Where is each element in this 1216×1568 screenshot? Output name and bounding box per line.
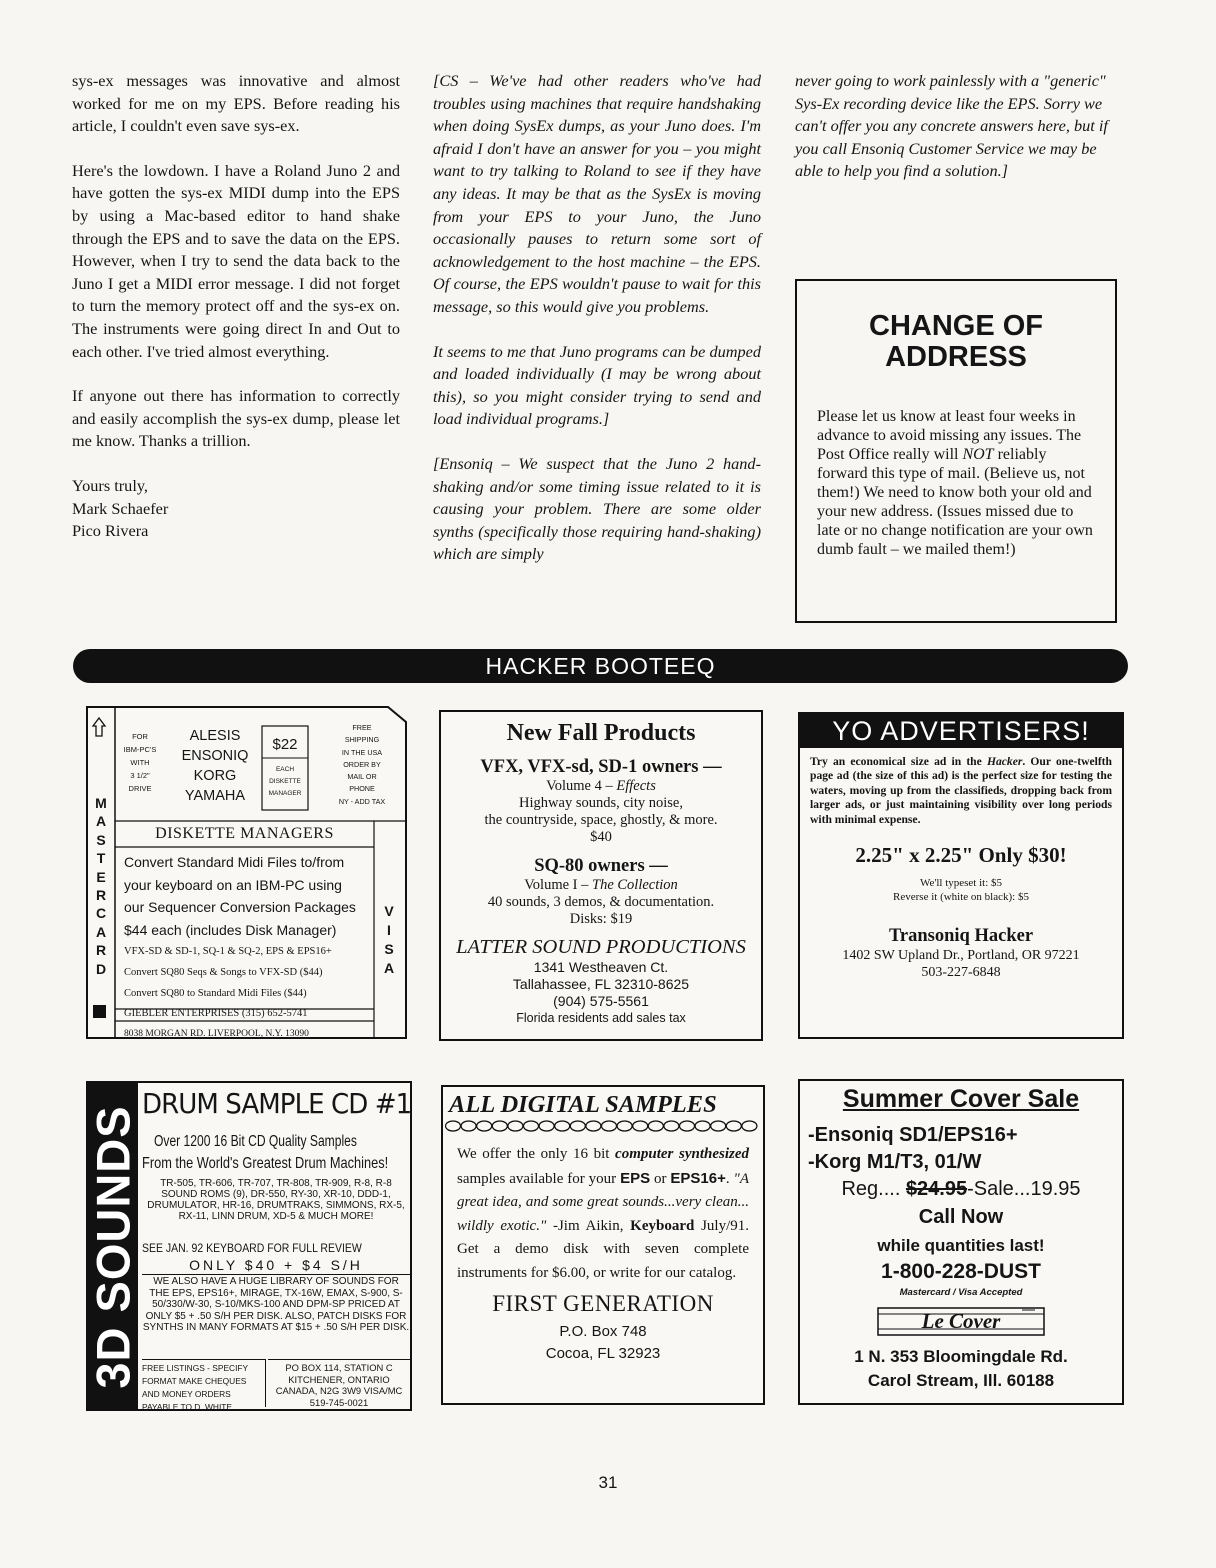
chain-link [711, 1121, 726, 1131]
brand-list: ALESIS ENSONIQ KORG YAMAHA [181, 728, 249, 804]
summer-while: while quantities last! [877, 1236, 1045, 1255]
letter-paragraph: If anyone out there has information to correctly and easily accomplish the sys-ex dump, please let me know. Thanks a trillion. [72, 386, 400, 451]
square-bullet-icon [93, 1005, 106, 1018]
chain-link [586, 1121, 601, 1131]
letter-paragraph: Here's the lowdown. I have a Roland Juno 2 and have gotten the sys-ex MIDI dump into the EPS by using a Mac-based editor to hand shake through the EPS and to save the data on the EPS. However, when I try to send the data back to the Juno I get a MIDI error message. I did not forget to turn the memory protect off and the sys-ex on. The instruments were going direct In and Out to each other. I've tried almost everything. [72, 160, 400, 361]
3d-sounds-side-bar [88, 1083, 138, 1409]
hacker-booteeq-banner: HACKER BOOTEEQ [73, 649, 1128, 683]
chain-link [492, 1121, 507, 1131]
yo-body: Try an economical size ad in the Hacker. Our one-twelfth page ad (the size of this ad) is the perfect size for testing the waters, moving up from the classifieds, dropping back from larger ads, or just maintaining visibility over long periods with minimal expense. [810, 755, 1112, 826]
letter-column [72, 70, 400, 543]
summer-line-1: -Ensoniq SD1/EPS16+ [808, 1124, 1018, 1146]
latter-address-2: Tallahassee, FL 32310-8625 [512, 976, 690, 992]
yo-typeset: We'll typeset it: $5 [919, 877, 1003, 890]
change-of-address-title: CHANGE OF ADDRESS [869, 310, 1043, 373]
yo-offer: 2.25" x 2.25" Only $30! [855, 843, 1067, 868]
chain-link [539, 1121, 554, 1131]
summer-phone: 1-800-228-DUST [881, 1260, 1041, 1283]
summer-call-now: Call Now [918, 1206, 1004, 1228]
chain-link [570, 1121, 585, 1131]
3d-sounds-vertical-text: 3D SOUNDS [86, 1105, 140, 1389]
letter-city: Pico Rivera [72, 521, 149, 541]
chain-link [633, 1121, 648, 1131]
chain-link [461, 1121, 476, 1131]
drum-free-listings: FREE LISTINGS - SPECIFY FORMAT MAKE CHEQUES AND MONEY ORDERS PAYABLE TO D. WHITE [142, 1359, 266, 1407]
yo-advertisers-title: YO ADVERTISERS! [800, 714, 1122, 748]
latter-tax-note: Florida residents add sales tax [516, 1011, 686, 1025]
reply-paragraph: It seems to me that Juno programs can be dumped and loaded individually (I may be wrong about this), so you might consider trying to send and load individual programs.] [433, 341, 761, 429]
for-ibm-text: FOR IBM-PC'S WITH 3 1/2" DRIVE [123, 732, 157, 793]
all-digital-title: ALL DIGITAL SAMPLES [449, 1091, 717, 1118]
chain-link [726, 1121, 741, 1131]
chain-divider [445, 1119, 763, 1133]
all-digital-samples-ad [441, 1085, 765, 1405]
drum-price: ONLY $40 + $4 S/H [142, 1257, 410, 1275]
chain-link [617, 1121, 632, 1131]
sq80-price: Disks: $19 [569, 911, 633, 927]
chain-link [477, 1121, 492, 1131]
chain-link [680, 1121, 695, 1131]
all-digital-body: We offer the only 16 bit computer synthesized samples available for your EPS or EPS16+. "A great idea, and some great sounds...very clean... wildly exotic." -Jim Aikin, Keyboard July/91. Get a demo disk with seven complete instruments for $6.00, or write for our catalog. [457, 1146, 749, 1281]
reply-paragraph: [CS – We've had other readers who've had troubles using machines that require handshaking when doing SysEx dumps, as your Juno does. I'm afraid I don't have an answer for you – you might want to try talking to Roland to see if they have any ideas. It may be that as the SysEx is moving from your EPS to your Juno, the Juno occasionally pauses to return some sort of acknowledgement to the host machine – the EPS. Of course, the EPS wouldn't pause to wait for this message, so this would give you problems. [433, 71, 761, 316]
change-of-address-body: Please let us know at least four weeks in advance to avoid missing any issues. The Post Office really will NOT reliably forward this type of mail. (Believe us, not them!) We need to know both your old and your new address. (Issues missed due to late or no change notification are your own dumb fault – we mailed them!) [817, 408, 1093, 558]
summer-cover-sale-ad [798, 1079, 1124, 1405]
drum-sample-cd-ad [86, 1081, 412, 1411]
letter-author: Mark Schaefer [72, 498, 169, 518]
diskette-managers-heading: DISKETTE MANAGERS [155, 825, 334, 842]
vertical-mastercard: M A S T E R C A R D [95, 795, 107, 977]
vfx-desc-2: the countryside, space, ghostly, & more. [484, 812, 718, 828]
chain-link [695, 1121, 710, 1131]
drum-cd-title: DRUM SAMPLE CD #1 [142, 1087, 412, 1120]
drum-address: PO BOX 114, STATION C KITCHENER, ONTARIO CANADA, N2G 3W9 VISA/MC 519-745-0021 [268, 1359, 410, 1409]
diskette-managers-lines: Convert Standard Midi Files to/from your keyboard on an IBM-PC using our Sequencer Conversion Packages $44 each (includes Disk Manager) VFX-SD & SD-1, SQ-1 & SQ-2, EPS & EPS16+ Convert SQ80 Seqs & Songs to VFX-SD ($44) Convert SQ80 to Standard Midi Files ($44) GIEBLER ENTERPRISES (315) 652-5741 8038 MORGAN RD. LIVERPOOL, N.Y. 13090 [124, 854, 356, 1039]
reply-paragraph: [Ensoniq – We suspect that the Juno 2 hand-shaking and/or some timing issue related to it is causing your problem. There are some older synths (specifically those requiring hand-shaking) which are simply [433, 453, 761, 564]
reply-continuation-column [795, 70, 1123, 205]
vfx-price: $40 [590, 829, 612, 845]
chain-link [446, 1121, 461, 1131]
summer-line-2: -Korg M1/T3, 01/W [808, 1151, 982, 1173]
new-fall-title: New Fall Products [506, 720, 696, 746]
drum-library-text: WE ALSO HAVE A HUGE LIBRARY OF SOUNDS FOR THE EPS, EPS16+, MIRAGE, TX-16W, EMAX, S-900, S-50/330/W-30, S-10/MKS-100 AND DPM-SP PRICED AT ONLY $5 + .50 S/H PER DISK. ALSO, PATCH DISKS FOR SYNTHS IN MANY FORMATS AT $15 + .50 S/H PER DISK. [142, 1276, 410, 1333]
letter-signature [72, 475, 400, 543]
chain-link [508, 1121, 523, 1131]
yo-reverse: Reverse it (white on black): $5 [893, 891, 1029, 904]
each-diskette-manager: EACH DISKETTE MANAGER [268, 766, 302, 797]
summer-price: Reg.... $24.95-Sale...19.95 [841, 1178, 1081, 1200]
drum-cd-sub2: From the World's Greatest Drum Machines! [142, 1155, 389, 1172]
chain-link [742, 1121, 757, 1131]
latter-sound-name: LATTER SOUND PRODUCTIONS [456, 936, 746, 958]
sq80-desc: 40 sounds, 3 demos, & documentation. [487, 894, 715, 910]
summer-addr2: Carol Stream, Ill. 60188 [867, 1371, 1055, 1390]
diskette-managers-ad [84, 706, 410, 1044]
vfx-desc-1: Highway sounds, city noise, [519, 795, 683, 811]
letter-paragraph: sys-ex messages was innovative and almost worked for me on my EPS. Before reading his article, I couldn't even save sys-ex. [72, 71, 400, 136]
yo-advertisers-ad [798, 712, 1124, 1039]
summer-title: Summer Cover Sale [842, 1085, 1080, 1113]
yo-phone: 503-227-6848 [921, 965, 1001, 981]
manager-price: $22 [272, 736, 298, 753]
first-generation-name: FIRST GENERATION [492, 1291, 714, 1316]
drum-review-note: SEE JAN. 92 KEYBOARD FOR FULL REVIEW [142, 1241, 362, 1255]
drum-cd-sub1: Over 1200 16 Bit CD Quality Samples [154, 1133, 357, 1150]
chain-link [648, 1121, 663, 1131]
reply-column [433, 70, 761, 588]
sq80-heading: SQ-80 owners — [534, 856, 668, 876]
vertical-visa: V I S A [383, 903, 395, 976]
new-fall-products-ad [439, 710, 763, 1041]
summer-cards: Mastercard / Visa Accepted [899, 1287, 1023, 1298]
latter-address-1: 1341 Westheaven Ct. [533, 959, 669, 975]
latter-phone: (904) 575-5561 [553, 993, 649, 1009]
drum-machine-list: TR-505, TR-606, TR-707, TR-808, TR-909, R-8, R-8 SOUND ROMS (9), DR-550, RY-30, XR-10, DDD-1, DRUMULATOR, HR-16, DRUMTRAKS, SIMMONS, RX-5, RX-11, LINN DRUM, XD-5 & MUCH MORE! [147, 1178, 405, 1222]
first-generation-addr1: P.O. Box 748 [559, 1323, 647, 1340]
chain-link [602, 1121, 617, 1131]
change-of-address-box [795, 279, 1117, 623]
vfx-volume: Volume 4 – Effects [546, 778, 656, 794]
free-shipping-text: FREE SHIPPING IN THE USA ORDER BY MAIL OR PHONE NY - ADD TAX [338, 723, 386, 806]
chain-link [555, 1121, 570, 1131]
reply-continuation: never going to work painlessly with a "generic" Sys-Ex recording device like the EPS. Sorry we can't offer you any concrete answers here, but if you call Ensoniq Customer Service we may be able to help you find a solution.] [795, 71, 1108, 181]
chain-link [524, 1121, 539, 1131]
le-cover-logo: Le Cover [877, 1305, 1045, 1337]
vfx-heading: VFX, VFX-sd, SD-1 owners — [480, 757, 722, 777]
sq80-volume: Volume I – The Collection [524, 877, 678, 893]
yo-address: 1402 SW Upland Dr., Portland, OR 97221 [842, 948, 1080, 964]
yo-company: Transoniq Hacker [888, 926, 1034, 947]
chain-link [664, 1121, 679, 1131]
summer-addr1: 1 N. 353 Bloomingdale Rd. [854, 1347, 1068, 1366]
letter-closing: Yours truly, [72, 475, 148, 495]
first-generation-addr2: Cocoa, FL 32923 [545, 1345, 661, 1362]
page-number: 31 [598, 1473, 618, 1492]
